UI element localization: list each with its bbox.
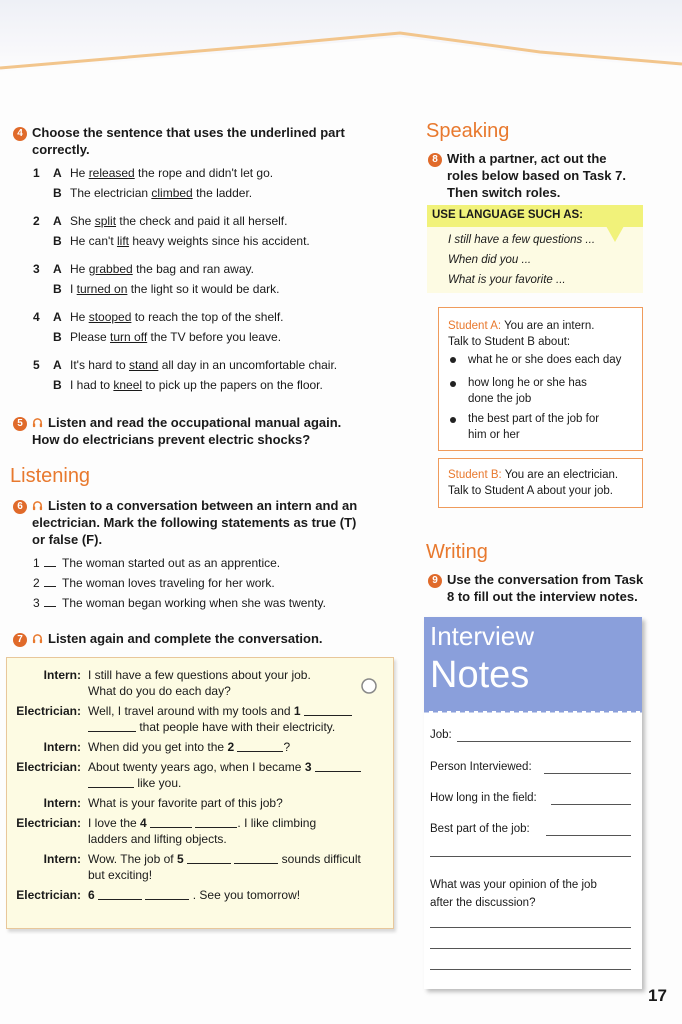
answer-blank[interactable] bbox=[88, 776, 134, 788]
phrase-list bbox=[448, 230, 595, 290]
list-item: B The electrician climbed the ladder. bbox=[53, 186, 253, 200]
speaking-heading: Speaking bbox=[426, 120, 510, 142]
task-number-badge: 5 bbox=[13, 417, 27, 431]
answer-blank[interactable] bbox=[195, 816, 237, 828]
student-a-card: Student A: You are an intern. Talk to Student B about: what he or she does each day how long he or she has done the job the best part of the job for him or her bbox=[438, 307, 643, 451]
header-decoration bbox=[0, 0, 682, 80]
list-item: 1 A He released the rope and didn't let go. bbox=[33, 166, 274, 180]
dialogue-line: Electrician: I love the 4 . I like climbing ladders and lifting objects. bbox=[16, 816, 317, 846]
answer-blank[interactable] bbox=[44, 577, 56, 587]
list-item: 3 The woman began working when she was twenty. bbox=[33, 596, 326, 610]
list-item: B Please turn off the TV before you leave. bbox=[53, 330, 282, 344]
tf-statements bbox=[33, 556, 373, 611]
task8-instruction: 8 With a partner, act out the roles below based on Task 7. Then switch roles. bbox=[428, 150, 668, 201]
student-b-card: Student B: You are an electrician. Talk to Student A about your job. bbox=[438, 458, 643, 508]
opinion-field-line3[interactable] bbox=[430, 969, 631, 970]
phrase: What is your favorite ... bbox=[448, 274, 566, 286]
answer-blank[interactable] bbox=[44, 557, 56, 567]
phrase: I still have a few questions ... bbox=[448, 234, 596, 246]
task-number-badge: 6 bbox=[13, 500, 27, 514]
answer-blank[interactable] bbox=[88, 720, 136, 732]
dialogue-line: Intern: When did you get into the 2 ? bbox=[43, 740, 291, 754]
list-item: 2 A She split the check and paid it all herself. bbox=[33, 214, 288, 228]
task-number-badge: 7 bbox=[13, 633, 27, 647]
answer-blank[interactable] bbox=[150, 816, 192, 828]
phrase: When did you ... bbox=[448, 254, 532, 266]
opinion-label: What was your opinion of the job after the discussion? bbox=[430, 879, 597, 909]
student-b-label: Student B: bbox=[448, 469, 502, 481]
task-number-badge: 8 bbox=[428, 153, 442, 167]
bullet-icon bbox=[449, 356, 457, 364]
list-item: B I had to kneel to pick up the papers on the floor. bbox=[53, 378, 323, 392]
task5-instruction: 5 Listen and read the occupational manual again. How do electricians prevent electric shocks? bbox=[13, 414, 403, 448]
how-long-label: How long in the field: bbox=[430, 792, 537, 804]
answer-blank[interactable] bbox=[237, 740, 283, 752]
list-item: 1 The woman started out as an apprentice. bbox=[33, 556, 281, 570]
headphones-icon bbox=[32, 633, 43, 644]
notes-title-line1: Interview bbox=[430, 621, 535, 651]
task6-instruction: 6 Listen to a conversation between an intern and an electrician. Mark the following statements as true (T) or false (F). bbox=[13, 497, 413, 548]
listening-heading: Listening bbox=[10, 465, 91, 487]
dialogue-line: Electrician: About twenty years ago, when I became 3 like you. bbox=[7, 759, 393, 799]
answer-blank[interactable] bbox=[98, 888, 142, 900]
task4-items bbox=[33, 166, 393, 393]
job-label: Job: bbox=[430, 729, 452, 741]
answer-blank[interactable] bbox=[44, 597, 56, 607]
answer-blank[interactable] bbox=[304, 704, 352, 716]
job-field[interactable] bbox=[457, 741, 631, 742]
notes-perforation bbox=[424, 709, 642, 715]
dialogue-line: Intern: I still have a few questions about your job. What do you do each day? bbox=[43, 668, 311, 698]
callout-pointer bbox=[606, 226, 626, 244]
answer-blank[interactable] bbox=[315, 760, 361, 772]
person-label: Person Interviewed: bbox=[430, 761, 532, 773]
list-item: B He can't lift heavy weights since his accident. bbox=[53, 234, 310, 248]
opinion-field-line2[interactable] bbox=[430, 948, 631, 949]
list-item: B I turned on the light so it would be dark. bbox=[53, 282, 280, 296]
how-long-field[interactable] bbox=[551, 804, 631, 805]
page-header-band bbox=[0, 0, 682, 74]
list-item: 5 A It's hard to stand all day in an uncomfortable chair. bbox=[33, 358, 338, 372]
list-item: 4 A He stooped to reach the top of the shelf. bbox=[33, 310, 284, 324]
task7-instruction: 7 Listen again and complete the conversation. bbox=[13, 630, 403, 647]
best-part-label: Best part of the job: bbox=[430, 823, 530, 835]
dialogue-line: Electrician: 6 . See you tomorrow! bbox=[16, 888, 301, 902]
person-field[interactable] bbox=[544, 773, 631, 774]
opinion-field-line1[interactable] bbox=[430, 927, 631, 928]
best-part-field[interactable] bbox=[546, 835, 631, 836]
student-a-label: Student A: bbox=[448, 320, 502, 332]
task4-instruction: 4 Choose the sentence that uses the underlined part correctly. bbox=[13, 124, 393, 158]
notes-title-line2: Notes bbox=[430, 654, 530, 696]
page-number: 17 bbox=[648, 986, 667, 1005]
list-item: 3 A He grabbed the bag and ran away. bbox=[33, 262, 254, 276]
language-box-title: USE LANGUAGE SUCH AS: bbox=[432, 209, 583, 221]
dialogue-line: Electrician: Well, I travel around with my tools and 1 that people have with their electricity. bbox=[7, 703, 393, 743]
task-number-badge: 4 bbox=[13, 127, 27, 141]
task9-instruction: 9 Use the conversation from Task 8 to fill out the interview notes. bbox=[428, 571, 678, 605]
list-item: 2 The woman loves traveling for her work. bbox=[33, 576, 275, 590]
writing-heading: Writing bbox=[426, 541, 488, 563]
bullet-icon bbox=[449, 416, 457, 424]
conversation-card bbox=[6, 657, 394, 929]
answer-blank[interactable] bbox=[187, 852, 231, 864]
headphones-icon bbox=[32, 417, 43, 428]
best-part-field-line2[interactable] bbox=[430, 856, 631, 857]
dialogue-line: Intern: Wow. The job of 5 sounds difficult but exciting! bbox=[43, 852, 361, 882]
bullet-icon bbox=[449, 380, 457, 388]
headphones-icon bbox=[32, 500, 43, 511]
answer-blank[interactable] bbox=[145, 888, 189, 900]
answer-blank[interactable] bbox=[234, 852, 278, 864]
dialogue-line: Intern: What is your favorite part of this job? bbox=[43, 796, 283, 810]
task-number-badge: 9 bbox=[428, 574, 442, 588]
